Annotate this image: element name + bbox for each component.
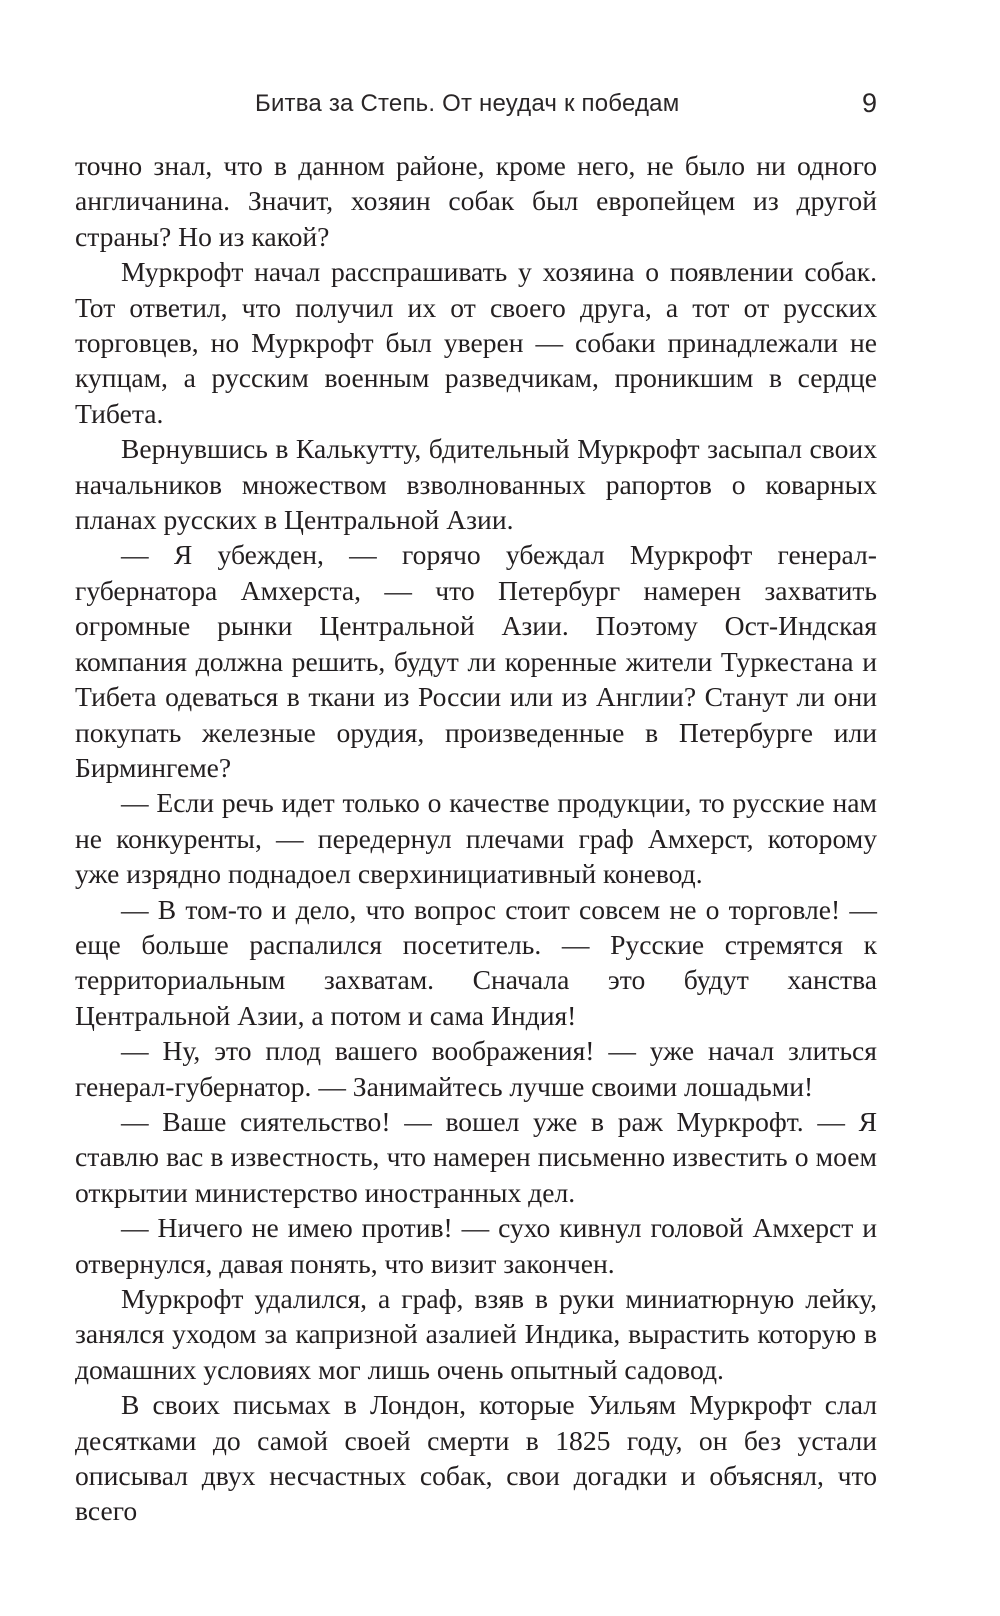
dialogue-paragraph: — Ничего не имею против! — сухо кивнул головой Амхерст и отвернулся, давая понять, что визит закончен.	[75, 1212, 877, 1279]
dialogue-paragraph: — Если речь идет только о качестве продукции, то русские нам не конкуренты, — передернул плечами граф Амхерст, которому уже изрядно поднадоел сверхинициативный коневод.	[75, 787, 877, 890]
dialogue-paragraph: — В том-то и дело, что вопрос стоит совсем не о торговле! — еще больше распалился посетитель. — Русские стремятся к территориальным захватам. Сначала это будут ханства Центральной Азии, а потом и сама Индия!	[75, 893, 877, 1031]
dialogue-paragraph: — Ваше сиятельство! — вошел уже в раж Муркрофт. — Я ставлю вас в известность, что намерен письменно известить о моем открытии министерство иностранных дел.	[75, 1105, 877, 1208]
paragraph-continued: точно знал, что в данном районе, кроме него, не было ни одного англичанина. Значит, хозяин собак был европейцем из другой страны? Но из какой?	[75, 150, 877, 252]
paragraph: Вернувшись в Калькутту, бдительный Муркрофт засыпал своих начальников множеством взволнованных рапортов о коварных планах русских в Центральной Азии.	[75, 433, 877, 536]
paragraph: В своих письмах в Лондон, которые Уильям Муркрофт слал десятками до самой своей смерти в 1825 году, он без устали описывал двух несчастных собак, свои догадки и объяснял, что всего	[75, 1389, 877, 1527]
dialogue-paragraph: — Ну, это плод вашего воображения! — уже начал злиться генерал-губернатор. — Занимайтесь лучше своими лошадьми!	[75, 1035, 877, 1102]
page-number: 9	[861, 88, 877, 118]
running-header	[75, 90, 877, 130]
running-title: Битва за Степь. От неудач к победам	[255, 90, 680, 117]
body-text	[75, 148, 877, 1529]
paragraph: Муркрофт начал расспрашивать у хозяина о появлении собак. Тот ответил, что получил их от своего друга, а тот от русских торговцев, но Муркрофт был уверен — собаки принадлежали не купцам, а русским военным разведчикам, проникшим в сердце Тибета.	[75, 256, 877, 429]
paragraph: Муркрофт удалился, а граф, взяв в руки миниатюрную лейку, занялся уходом за капризной азалией Индика, вырастить которую в домашних условиях мог лишь очень опытный садовод.	[75, 1283, 877, 1385]
dialogue-paragraph: — Я убежден, — горячо убеждал Муркрофт генерал-губернатора Амхерста, — что Петербург намерен захватить огромные рынки Центральной Азии. Поэтому Ост-Индская компания должна решить, будут ли коренные жители Туркестана и Тибета одеваться в ткани из России или из Англии? Станут ли они покупать железные орудия, произведенные в Петербурге или Бирмингеме?	[75, 539, 877, 783]
